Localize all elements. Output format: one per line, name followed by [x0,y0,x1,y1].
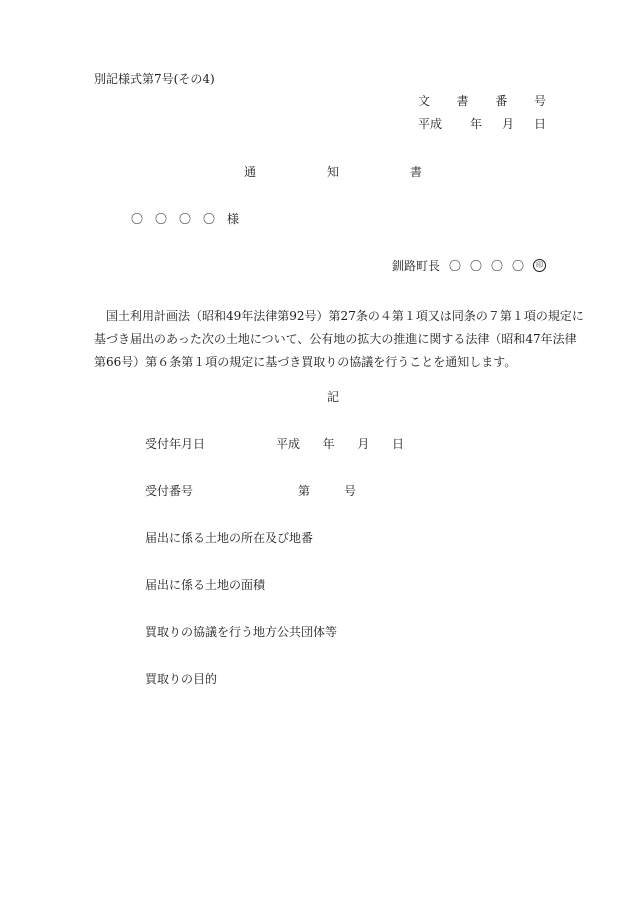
public-body-label: 買取りの協議を行う地方公共団体等 [145,625,338,639]
note-heading: 記 [327,390,340,404]
number-prefix: 第 [298,484,311,498]
sender-placeholder: 〇 [449,259,462,273]
title-char: 書 [409,165,422,179]
number-suffix: 号 [343,484,356,498]
received-number-value [298,484,356,498]
document-number-line [418,94,546,108]
sender-placeholder: 〇 [470,259,483,273]
notice-body [94,305,584,374]
received-date-value [276,437,404,451]
doc-number-char: 号 [533,94,546,108]
addressee-honorific: 様 [226,212,239,226]
body-line: 国土利用計画法（昭和49年法律第92号）第27条の４第１項又は同条の７第１項の規定に [106,309,584,323]
sender-placeholder: 〇 [512,259,525,273]
addressee-placeholder: 〇 [178,212,191,226]
date-era: 平成 [418,117,443,131]
purchase-purpose-label: 買取りの目的 [145,672,218,686]
land-area-label: 届出に係る土地の面積 [145,578,266,592]
sender-title: 釧路町長 [392,259,441,273]
date-era: 平成 [276,437,301,451]
date-year-unit: 年 [322,437,335,451]
date-year-unit: 年 [469,117,482,131]
title-char: 通 [244,165,257,179]
body-line: 第66号）第６条第１項の規定に基づき買取りの協議を行うことを通知します。 [94,355,517,369]
sender-line [392,259,546,273]
date-month-unit: 月 [357,437,370,451]
addressee-placeholder: 〇 [154,212,167,226]
document-title [244,165,422,179]
addressee-placeholder: 〇 [202,212,215,226]
sender-placeholder: 〇 [491,259,504,273]
title-char: 知 [326,165,339,179]
seal-icon: 印 [533,259,546,272]
document-date-line [418,117,546,131]
date-day-unit: 日 [391,437,404,451]
land-location-label: 届出に係る土地の所在及び地番 [145,531,314,545]
doc-number-char: 書 [456,94,469,108]
form-number: 別記様式第7号(その4) [94,72,215,86]
date-month-unit: 月 [501,117,514,131]
doc-number-char: 番 [495,94,508,108]
date-day-unit: 日 [533,117,546,131]
received-number-label: 受付番号 [145,484,194,498]
addressee-placeholder: 〇 [131,212,144,226]
body-line: 基づき届出のあった次の土地について、公有地の拡大の推進に関する法律（昭和47年法律 [94,332,577,346]
received-date-label: 受付年月日 [145,437,206,451]
addressee-line [131,212,239,226]
doc-number-char: 文 [418,94,431,108]
